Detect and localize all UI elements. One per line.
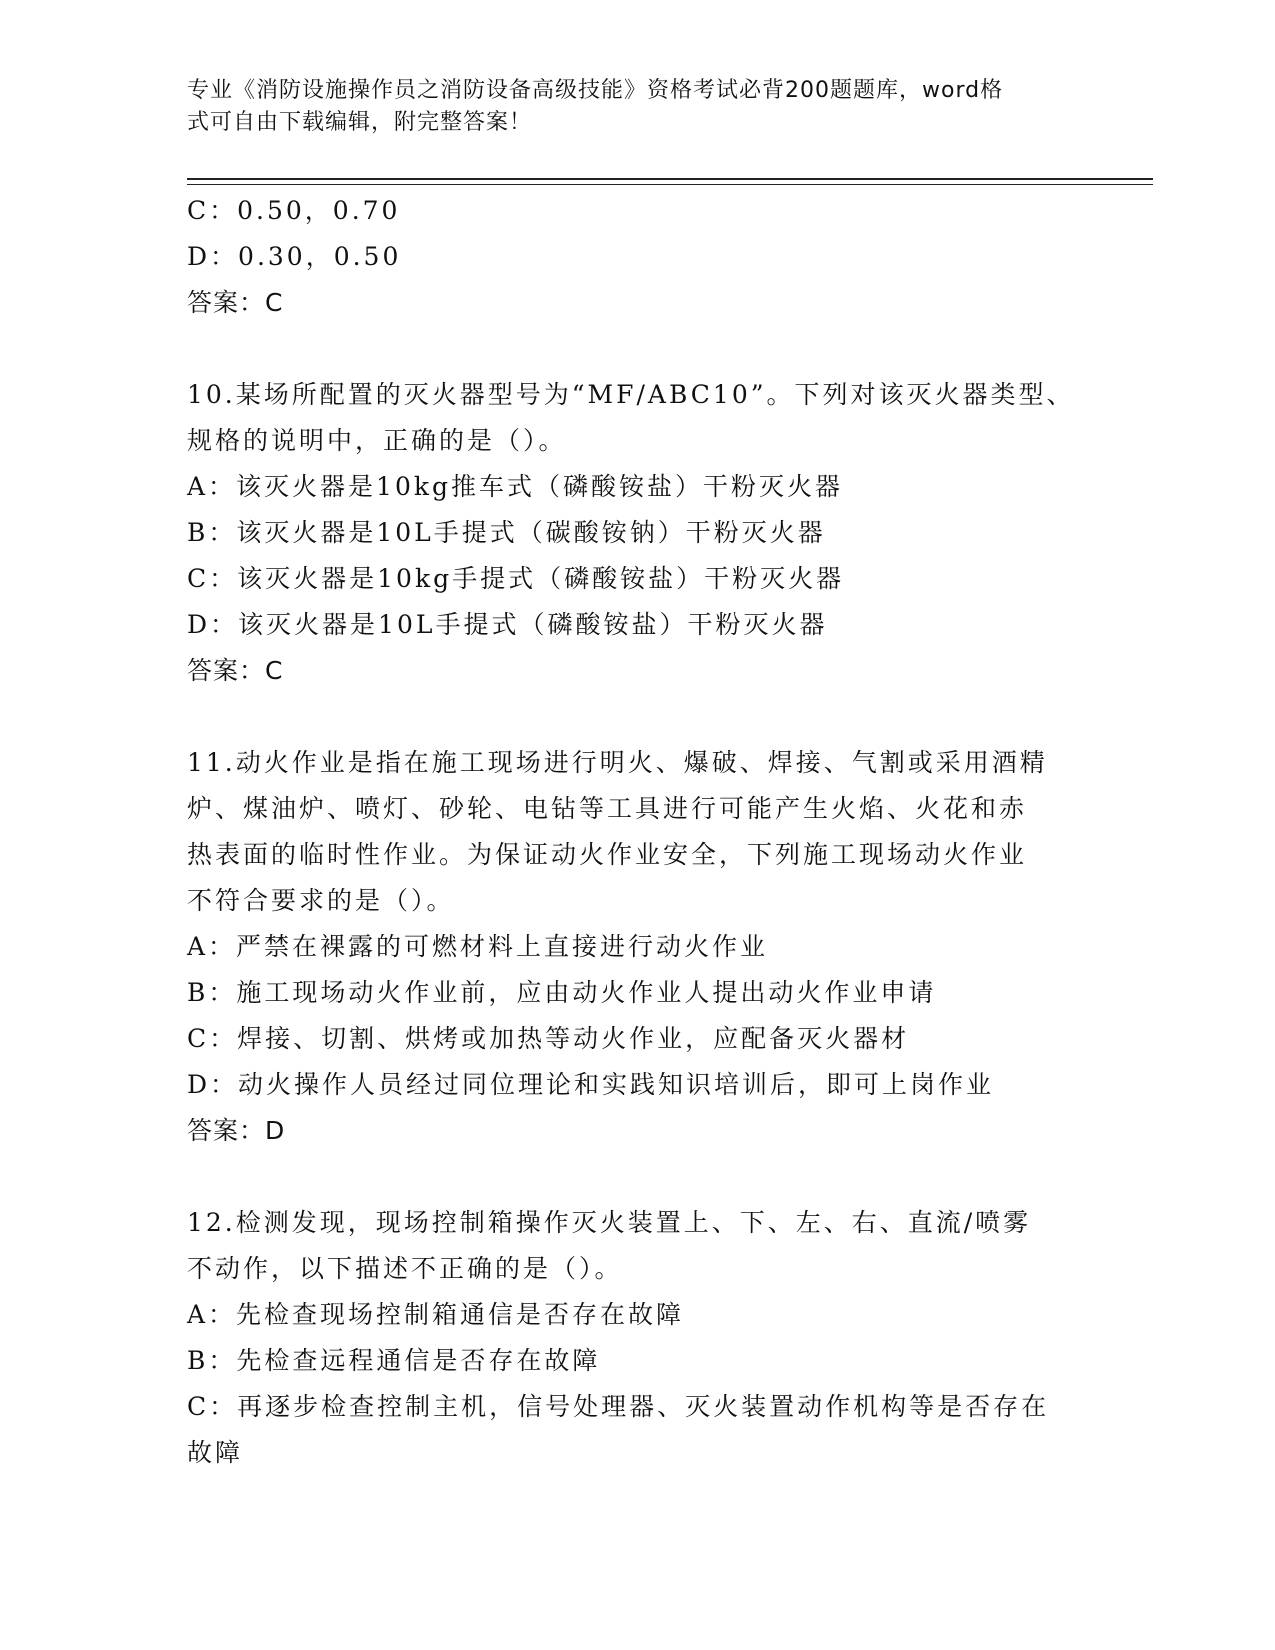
header-line: 式可自由下载编辑，附完整答案！ bbox=[187, 110, 533, 135]
answer-line: 答案：D bbox=[187, 1116, 286, 1145]
option-c: C：再逐步检查控制主机，信号处理器、灭火装置动作机构等是否存在 bbox=[187, 1392, 1050, 1421]
answer-line: 答案：C bbox=[187, 288, 284, 317]
answer-line: 答案：C bbox=[187, 656, 284, 685]
option-c: C：0.50，0.70 bbox=[187, 196, 401, 225]
option-a: A：严禁在裸露的可燃材料上直接进行动火作业 bbox=[187, 932, 769, 961]
option-a: A：该灭火器是10kg推车式（磷酸铵盐）干粉灭火器 bbox=[187, 472, 844, 501]
option-b: B：该灭火器是10L手提式（碳酸铵钠）干粉灭火器 bbox=[187, 518, 826, 547]
question-stem: 11.动火作业是指在施工现场进行明火、爆破、焊接、气割或采用酒精 bbox=[187, 748, 1048, 777]
question-stem: 12.检测发现，现场控制箱操作灭火装置上、下、左、右、直流/喷雾 bbox=[187, 1208, 1032, 1237]
question-list bbox=[187, 188, 1087, 1476]
question-9-fragment bbox=[187, 188, 1087, 326]
question-10 bbox=[187, 372, 1087, 694]
option-d: D：动火操作人员经过同位理论和实践知识培训后，即可上岗作业 bbox=[187, 1070, 995, 1099]
header-line: 专业《消防设施操作员之消防设备高级技能》资格考试必背200题题库，word格 bbox=[187, 78, 1004, 103]
question-11 bbox=[187, 740, 1087, 1154]
question-stem: 10.某场所配置的灭火器型号为“MF/ABC10”。下列对该灭火器类型、 bbox=[187, 380, 1075, 409]
spacer bbox=[187, 694, 1087, 740]
header-divider bbox=[187, 184, 1153, 185]
option-c: C：焊接、切割、烘烤或加热等动火作业，应配备灭火器材 bbox=[187, 1024, 910, 1053]
option-a: A：先检查现场控制箱通信是否存在故障 bbox=[187, 1300, 685, 1329]
question-stem: 不动作，以下描述不正确的是（）。 bbox=[187, 1254, 623, 1283]
question-stem: 不符合要求的是（）。 bbox=[187, 886, 455, 915]
question-stem: 热表面的临时性作业。为保证动火作业安全，下列施工现场动火作业 bbox=[187, 840, 1028, 869]
spacer bbox=[187, 326, 1087, 372]
spacer bbox=[187, 1154, 1087, 1200]
question-stem: 炉、煤油炉、喷灯、砂轮、电钻等工具进行可能产生火焰、火花和赤 bbox=[187, 794, 1028, 823]
question-stem: 规格的说明中，正确的是（）。 bbox=[187, 426, 567, 455]
document-header bbox=[187, 75, 1067, 139]
header-divider bbox=[187, 178, 1153, 180]
option-c-continuation: 故障 bbox=[187, 1438, 244, 1467]
question-12 bbox=[187, 1200, 1087, 1476]
option-d: D：0.30，0.50 bbox=[187, 242, 402, 271]
option-d: D：该灭火器是10L手提式（磷酸铵盐）干粉灭火器 bbox=[187, 610, 828, 639]
option-b: B：先检查远程通信是否存在故障 bbox=[187, 1346, 601, 1375]
option-c: C：该灭火器是10kg手提式（磷酸铵盐）干粉灭火器 bbox=[187, 564, 845, 593]
option-b: B：施工现场动火作业前，应由动火作业人提出动火作业申请 bbox=[187, 978, 937, 1007]
